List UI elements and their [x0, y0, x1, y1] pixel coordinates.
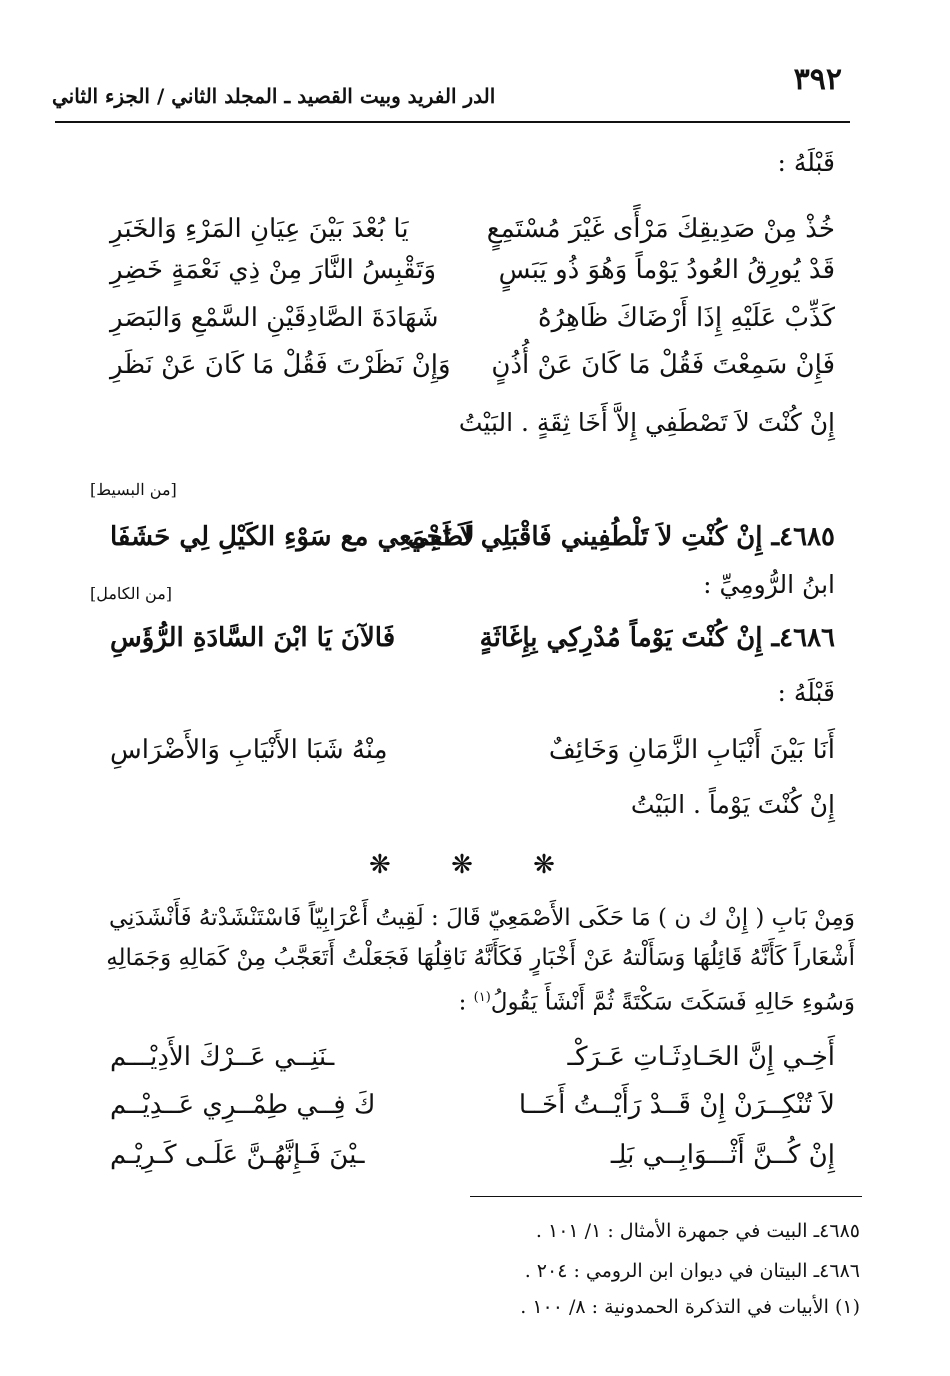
verse-1-first-hemistich: خُذْ مِنْ صَدِيقِكَ مَرْأًى غَيْرَ مُسْتَمِعٍ	[486, 214, 835, 244]
running-header-title: الدر الفريد وبيت القصيد ـ المجلد الثاني / الجزء الثاني	[52, 84, 496, 108]
prose-line-3-end: :	[458, 989, 474, 1016]
before-verse-first-hemistich: أَنَا بَيْنَ أَنْيَابِ الزَّمَانِ وَخَائِفٌ	[548, 735, 835, 765]
footnote-4685: ٤٦٨٥ـ البيت في جمهرة الأمثال : ١/ ١٠١ .	[535, 1220, 860, 1242]
anecdote-paragraph	[85, 898, 855, 1023]
poem-verse-3-second: ـيْنَ فَـإِنَّهُـنَّ عَلَـى كَـرِيْـم	[110, 1140, 365, 1170]
before-verse-second-hemistich: مِنْهُ شَبَا الأَنْيَابِ وَالأَضْرَاسِ	[110, 735, 388, 765]
attribution-ibn-al-rumi: ابنُ الرُّومِيِّ :	[703, 570, 835, 599]
block1-closing-line: إِنْ كُنْتَ لاَ تَصْطَفِي إِلاَّ أَخَا ثِقَةٍ . البَيْتُ	[458, 408, 835, 437]
verse-4-first-hemistich: فَإِنْ سَمِعْتَ فَقُلْ مَا كَانَ عَنْ أُذُنٍ	[491, 350, 835, 380]
verse-4-second-hemistich: وَإِنْ نَظَرْتَ فَقُلْ مَا كَانَ عَنْ نَظَرِ	[110, 350, 451, 380]
prose-line-2: أَشْعَاراً كَأَنَّهُ قَائِلُهَا وَسَأَلْتهُ عَنْ أَخْبَارٍ فَكَأَنَّهُ نَاقِلُهَا فَجَعَلْتُ أَتَعَجَّبُ مِنْ كَمَالِهِ وَجَمَالِهِ	[106, 945, 855, 971]
entry4686-closing-line: إِنْ كُنْتَ يَوْماً . البَيْتُ	[630, 790, 835, 819]
poem-verse-1-second: ـنَنِــي عَــرْكَ الأَدِيْـــم	[110, 1042, 335, 1072]
verse-2-first-hemistich: قَدْ يُورِقُ العُودُ يَوْماً وَهُوَ ذُو يَبَسٍ	[498, 255, 835, 285]
footnote-reference-1: (١)	[473, 990, 491, 1005]
verse-4686-second-hemistich: فَالآنَ يَا ابْنَ السَّادَةِ الرُّؤَسِ	[110, 623, 396, 653]
section-divider-stars: ❋ ❋ ❋	[369, 850, 581, 880]
page-number: ٣٩٢	[793, 62, 842, 97]
footnote-1: (١) الأبيات في التذكرة الحمدونية : ٨/ ١٠٠ .	[520, 1296, 860, 1318]
prose-line-1: وَمِنْ بَابِ ( إِنْ ك ن ) مَا حَكَى الأَصْمَعِيّ قَالَ : لَقِيتُ أَعْرَابِيّاً فَاسْتَنْشَدْتهُ فَأَنْشَدَنِي	[109, 905, 855, 931]
prose-line-3-text: وَسُوءِ حَالِهِ فَسَكَتَ سَكْتَةً ثُمَّ أَنْشَأَ يَقُولُ	[490, 989, 855, 1016]
prose-line-3	[85, 978, 855, 1023]
verse-2-second-hemistich: وَتَقْبِسُ النَّارَ مِنْ ذِي نَعْمَةٍ خَضِرِ	[110, 255, 437, 285]
header-rule	[55, 121, 850, 123]
verse-3-second-hemistich: شَهَادَةَ الصَّادِقَيْنِ السَّمْعِ وَالبَصَرِ	[110, 303, 439, 333]
intro-label: قَبْلَهُ :	[777, 148, 835, 177]
footnote-4686: ٤٦٨٦ـ البيتان في ديوان ابن الرومي : ٢٠٤ .	[524, 1260, 860, 1282]
meter-label-4685: [من البسيط]	[90, 480, 177, 499]
poem-verse-1-first: أَخِـي إِنَّ الحَـادِثَـاتِ عَـرَكْـ	[567, 1042, 835, 1072]
before-label: قَبْلَهُ :	[777, 678, 835, 707]
poem-verse-2-first: لاَ تُنْكِــرَنْ إِنْ قَــدْ رَأَيْــتُ أَخَــا	[518, 1090, 835, 1120]
verse-4685-second-hemistich: لاَ تَجْمَعِي مع سَوْءِ الكَيْلِ لِي حَشَفَا	[110, 522, 475, 552]
poem-verse-3-first: إِنْ كُــنَّ أَثْـــوَابِــي بَلِـ	[610, 1140, 835, 1170]
footnote-rule	[470, 1196, 862, 1197]
poem-verse-2-second: كَ فِــي طِمْــرِي عَــدِيْــم	[110, 1090, 376, 1120]
verse-4685-first-hemistich: ٤٦٨٥ـ إِنْ كُنْتِ لاَ تَلْطُفِيني فَاقْبَلِي لَطَفِي	[407, 522, 835, 552]
verse-1-second-hemistich: يَا بُعْدَ بَيْنَ عِيَانِ المَرْءِ وَالخَبَرِ	[110, 214, 409, 244]
verse-3-first-hemistich: كَذِّبْ عَلَيْهِ إِذَا أَرْضَاكَ ظَاهِرُهُ	[538, 303, 835, 333]
meter-label-4686: [من الكامل]	[90, 584, 173, 603]
verse-4686-first-hemistich: ٤٦٨٦ـ إِنْ كُنْتَ يَوْماً مُدْرِكِي بِإِغَاثَةٍ	[479, 623, 835, 653]
